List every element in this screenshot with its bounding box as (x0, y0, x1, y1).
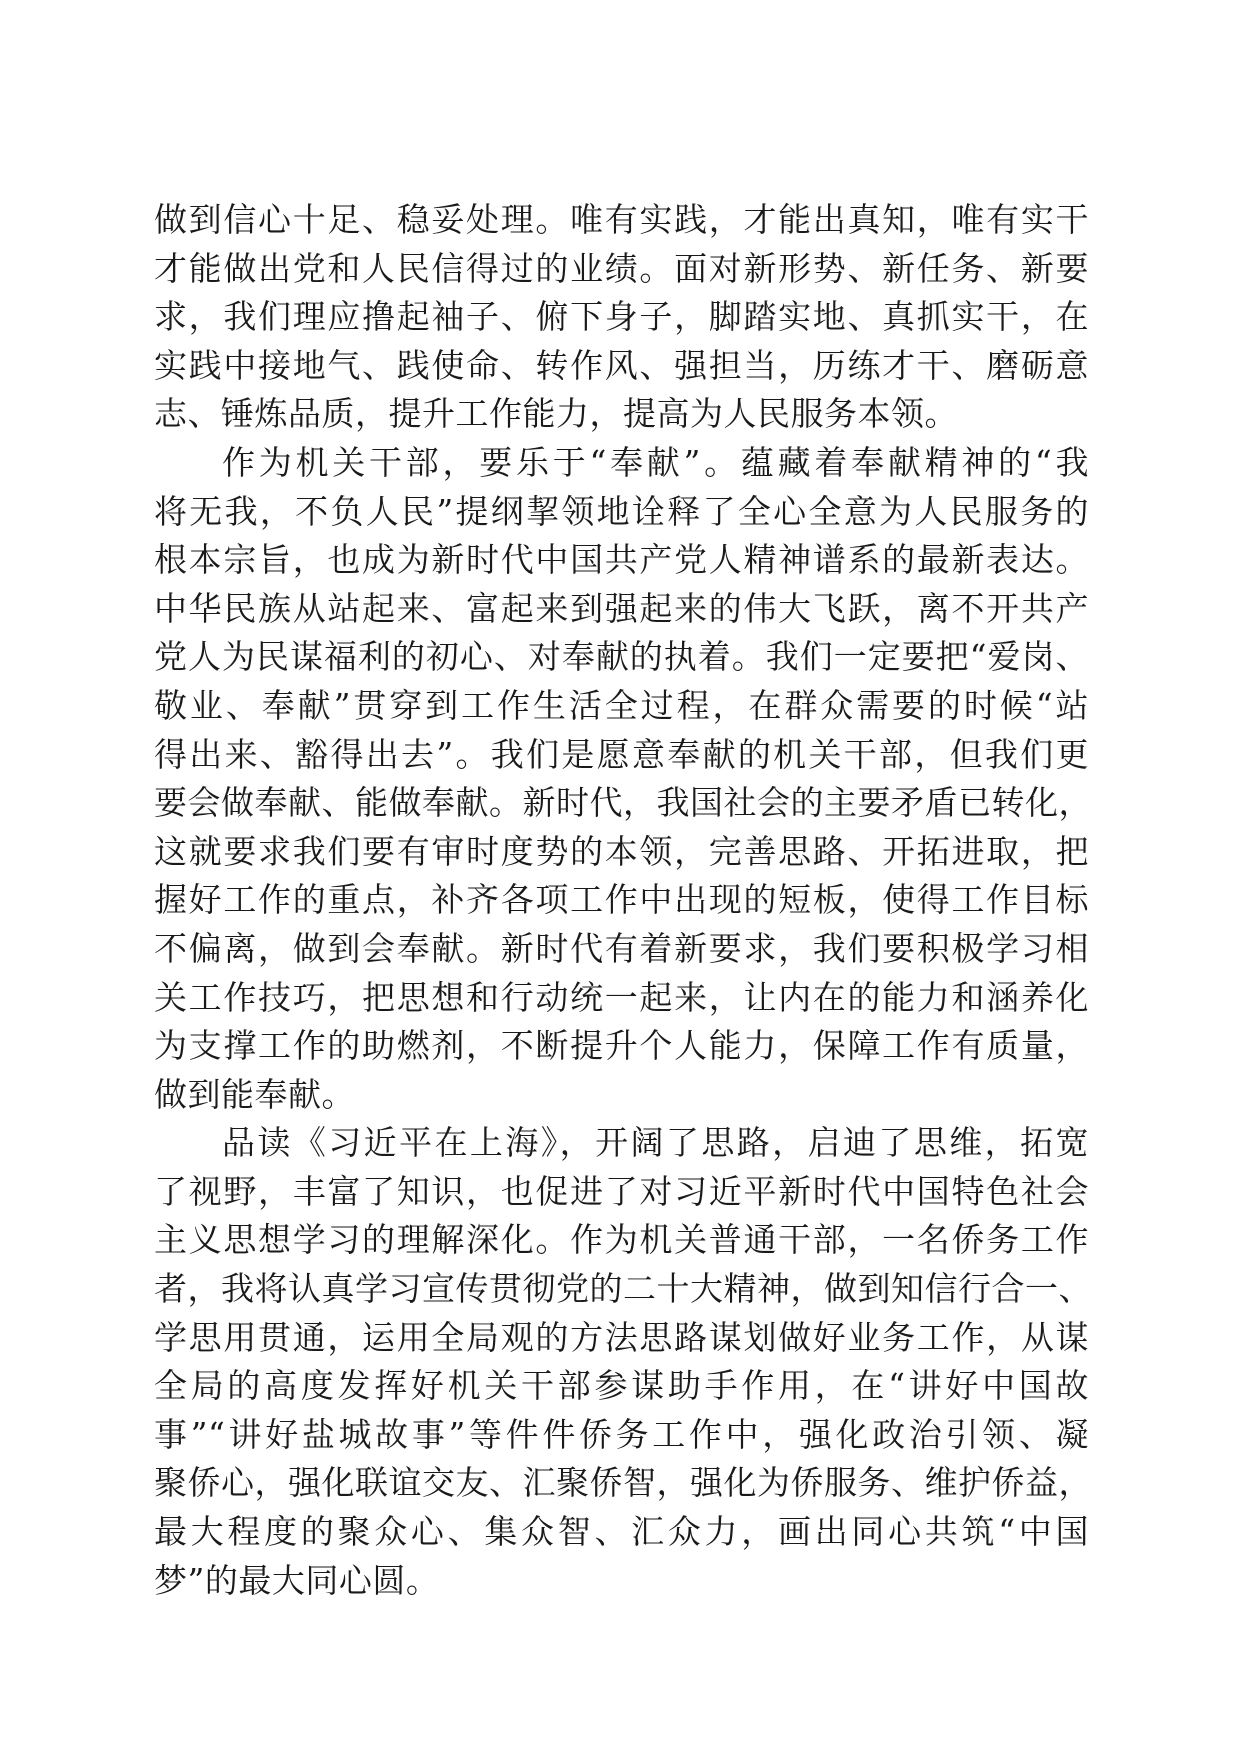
text-line: 关工作技巧，把思想和行动统一起来，让内在的能力和涵养化 (154, 977, 1089, 1017)
paragraph-dedication (154, 439, 1092, 1119)
text-line: 要会做奉献、能做奉献。新时代，我国社会的主要矛盾已转化， (154, 783, 1092, 823)
text-line: 学思用贯通，运用全局观的方法思路谋划做好业务工作，从谋 (154, 1317, 1089, 1357)
text-line: 求，我们理应撸起袖子、俯下身子，脚踏实地、真抓实干，在 (154, 297, 1089, 337)
text-line: 作为机关干部，要乐于“奉献”。蕴藏着奉献精神的“我 (222, 442, 1089, 482)
text-line: 志、锤炼品质，提升工作能力，提高为人民服务本领。 (154, 394, 958, 434)
paragraph-practice (154, 196, 1089, 439)
text-line: 者，我将认真学习宣传贯彻党的二十大精神，做到知信行合一、 (154, 1269, 1092, 1309)
document-body (154, 196, 1092, 1605)
text-line: 不偏离，做到会奉献。新时代有着新要求，我们要积极学习相 (154, 928, 1089, 968)
text-line: 事”“讲好盐城故事”等件件侨务工作中，强化政治引领、凝 (154, 1414, 1089, 1454)
text-line: 根本宗旨，也成为新时代中国共产党人精神谱系的最新表达。 (154, 540, 1089, 580)
text-line: 主义思想学习的理解深化。作为机关普通干部，一名侨务工作 (154, 1220, 1089, 1260)
text-line: 做到信心十足、稳妥处理。唯有实践，才能出真知，唯有实干 (154, 200, 1089, 239)
text-line: 才能做出党和人民信得过的业绩。面对新形势、新任务、新要 (154, 248, 1089, 288)
text-line: 中华民族从站起来、富起来到强起来的伟大飞跃，离不开共产 (154, 588, 1089, 628)
text-line: 品读《习近平在上海》，开阔了思路，启迪了思维，拓宽 (222, 1123, 1089, 1163)
text-line: 了视野，丰富了知识，也促进了对习近平新时代中国特色社会 (154, 1171, 1089, 1211)
text-line: 聚侨心，强化联谊交友、汇聚侨智，强化为侨服务、维护侨益， (154, 1463, 1092, 1503)
text-line: 得出来、豁得出去”。我们是愿意奉献的机关干部，但我们更 (154, 734, 1089, 774)
text-line: 将无我，不负人民”提纲挈领地诠释了全心全意为人民服务的 (154, 491, 1089, 531)
text-line: 敬业、奉献”贯穿到工作生活全过程，在群众需要的时候“站 (154, 685, 1089, 725)
text-line: 做到能奉献。 (154, 1074, 355, 1114)
text-line: 梦”的最大同心圆。 (154, 1560, 440, 1600)
text-line: 全局的高度发挥好机关干部参谋助手作用，在“讲好中国故 (154, 1366, 1089, 1406)
text-line: 实践中接地气、践使命、转作风、强担当，历练才干、磨砺意 (154, 345, 1089, 385)
paragraph-reading-reflection (154, 1119, 1092, 1605)
text-line: 为支撑工作的助燃剂，不断提升个人能力，保障工作有质量， (154, 1026, 1089, 1066)
text-line: 党人为民谋福利的初心、对奉献的执着。我们一定要把“爱岗、 (154, 637, 1089, 677)
text-line: 这就要求我们要有审时度势的本领，完善思路、开拓进取，把 (154, 831, 1089, 871)
text-line: 握好工作的重点，补齐各项工作中出现的短板，使得工作目标 (154, 880, 1089, 920)
text-line: 最大程度的聚众心、集众智、汇众力，画出同心共筑“中国 (154, 1512, 1089, 1552)
